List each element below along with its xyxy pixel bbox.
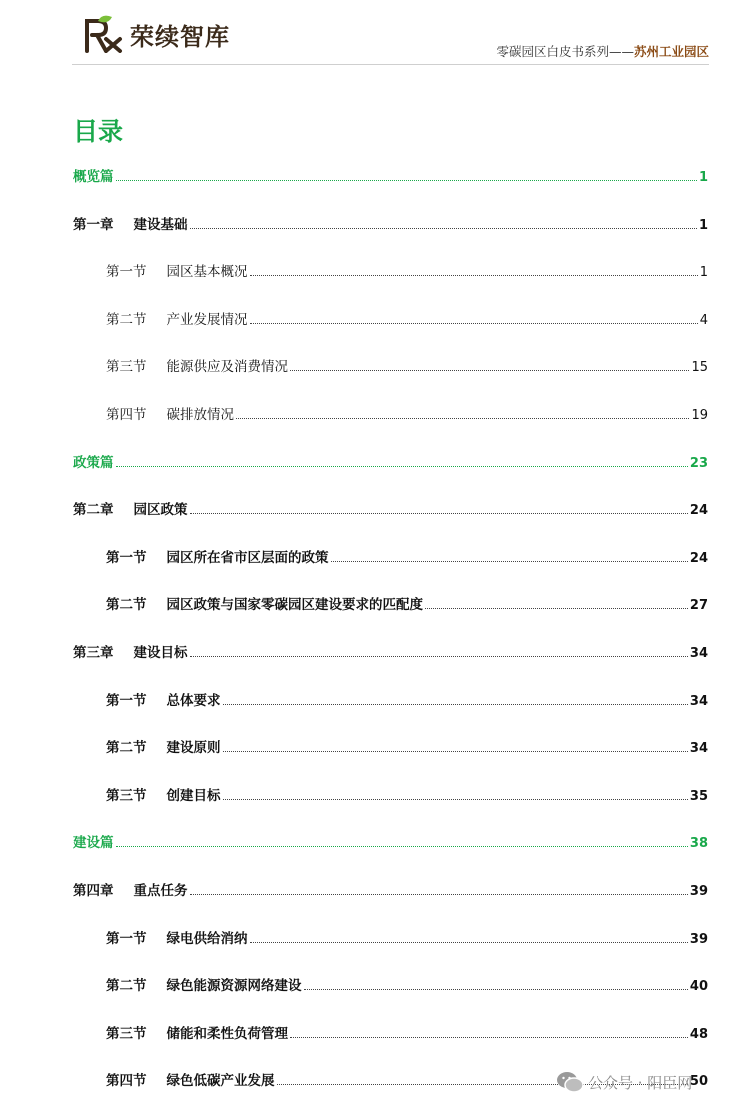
toc-entry-page: 38: [689, 836, 708, 852]
dot-leader: [116, 846, 688, 847]
toc-entry-label: 建设目标: [133, 645, 188, 661]
toc-entry-section[interactable]: [106, 261, 708, 283]
dot-leader: [223, 704, 688, 705]
dot-leader: [236, 418, 689, 419]
toc-entry-number: 第二章: [73, 502, 114, 519]
toc-entry-number: 第四章: [73, 883, 114, 899]
toc-entry-chapter[interactable]: [73, 499, 708, 521]
logo-mark-icon: [84, 15, 124, 53]
dot-leader: [290, 1037, 688, 1038]
toc-entry-page: 40: [689, 979, 708, 995]
toc-entry-label: 建设篇: [73, 835, 114, 852]
toc-entry-number: 第四节: [106, 1073, 147, 1090]
toc-entry-page: 39: [689, 884, 708, 899]
toc-entry-number: 第三节: [106, 359, 147, 376]
toc-entry-section[interactable]: [106, 975, 708, 997]
series-prefix: 零碳园区白皮书系列——: [496, 44, 634, 59]
toc-entry-label: 碳排放情况: [166, 407, 234, 423]
watermark: [556, 1071, 692, 1093]
toc-entry-label: 储能和柔性负荷管理: [166, 1025, 288, 1042]
toc-entry-chapter[interactable]: [73, 642, 708, 664]
toc-entry-label: 绿电供给消纳: [166, 930, 248, 947]
toc-entry-page: 1: [698, 217, 708, 233]
dot-leader: [250, 323, 698, 324]
toc-entry-label: 园区所在省市区层面的政策: [166, 549, 329, 566]
dot-leader: [116, 466, 688, 467]
toc-entry-section[interactable]: [106, 1023, 708, 1045]
series-accent: 苏州工业园区: [633, 44, 709, 59]
toc-entry-section[interactable]: [106, 594, 708, 616]
toc-entry-page: 34: [689, 741, 708, 757]
toc-entry-number: 第三节: [106, 787, 147, 804]
toc-entry-label: 建设原则: [166, 740, 221, 757]
toc-entry-section[interactable]: [106, 928, 708, 950]
watermark-text: 公众号 · 阳臣网: [588, 1073, 693, 1092]
toc-entry-page: 24: [689, 503, 708, 519]
dot-leader: [190, 513, 688, 514]
toc-entry-section[interactable]: [106, 404, 708, 426]
toc-entry-label: 概览篇: [73, 169, 114, 185]
toc-entry-part[interactable]: [73, 166, 708, 188]
toc-entry-section[interactable]: [106, 785, 708, 807]
toc-entry-page: 23: [689, 455, 708, 471]
toc-entry-label: 绿色能源资源网络建设: [166, 978, 302, 995]
toc-entry-section[interactable]: [106, 690, 708, 712]
toc-entry-page: 19: [691, 408, 708, 423]
toc-entry-label: 园区政策与国家零碳园区建设要求的匹配度: [166, 597, 423, 614]
toc-entry-page: 39: [689, 931, 708, 947]
toc-entry-number: 第四节: [106, 407, 147, 423]
series-title: [496, 42, 709, 60]
dot-leader: [425, 608, 688, 609]
toc-entry-part[interactable]: [73, 832, 708, 854]
toc-entry-page: 34: [689, 646, 708, 661]
dot-leader: [331, 561, 688, 562]
toc-entry-number: 第二节: [106, 597, 147, 614]
toc-entry-number: 第二节: [106, 978, 147, 995]
toc-entry-label: 绿色低碳产业发展: [166, 1073, 275, 1090]
dot-leader: [250, 275, 698, 276]
toc-entry-page: 48: [689, 1026, 708, 1042]
toc-entry-page: 1: [699, 265, 708, 281]
toc-entry-label: 建设基础: [133, 216, 188, 233]
toc-entry-label: 重点任务: [133, 883, 188, 899]
dot-leader: [223, 799, 688, 800]
dot-leader: [304, 989, 688, 990]
toc-entry-section[interactable]: [106, 547, 708, 569]
dot-leader: [116, 180, 697, 181]
toc-entry-part[interactable]: [73, 452, 708, 474]
toc-entry-page: 35: [689, 788, 708, 804]
toc-entry-number: 第一节: [106, 930, 147, 947]
toc-entry-label: 总体要求: [166, 692, 221, 709]
brand-logo: [84, 14, 230, 54]
toc-entry-number: 第一节: [106, 549, 147, 566]
toc-entry-label: 创建目标: [166, 787, 221, 804]
brand-name: 荣续智库: [130, 22, 230, 51]
toc-entry-section[interactable]: [106, 737, 708, 759]
toc-entry-page: 1: [698, 170, 708, 185]
toc-entry-label: 产业发展情况: [166, 311, 248, 328]
toc-entry-label: 能源供应及消费情况: [166, 359, 288, 376]
toc-title: 目录: [73, 117, 124, 146]
wechat-icon: [556, 1071, 584, 1093]
dot-leader: [190, 656, 688, 657]
toc-entry-number: 第二节: [106, 311, 147, 328]
toc-entry-number: 第一章: [73, 216, 114, 233]
toc-entry-page: 50: [689, 1074, 708, 1090]
toc-entry-label: 园区政策: [133, 502, 188, 519]
toc-entry-page: 24: [689, 550, 708, 566]
dot-leader: [290, 370, 689, 371]
toc-entry-label: 园区基本概况: [166, 264, 248, 281]
toc-entry-page: 27: [689, 598, 708, 614]
toc-entry-number: 第三章: [73, 645, 114, 661]
toc-entry-number: 第一节: [106, 264, 147, 281]
dot-leader: [223, 751, 688, 752]
dot-leader: [190, 894, 688, 895]
toc-entry-chapter[interactable]: [73, 214, 708, 236]
toc-entry-chapter[interactable]: [73, 880, 708, 902]
dot-leader: [190, 228, 697, 229]
toc-entry-section[interactable]: [106, 309, 708, 331]
toc-entry-page: 34: [689, 693, 708, 709]
toc-entry-label: 政策篇: [73, 454, 114, 471]
toc-entry-section[interactable]: [106, 356, 708, 378]
toc-entry-number: 第一节: [106, 692, 147, 709]
toc-entry-number: 第二节: [106, 740, 147, 757]
dot-leader: [250, 942, 688, 943]
toc-entry-number: 第三节: [106, 1025, 147, 1042]
header-divider: [72, 64, 709, 65]
toc-entry-page: 4: [699, 312, 708, 328]
toc-entry-page: 15: [691, 360, 708, 376]
